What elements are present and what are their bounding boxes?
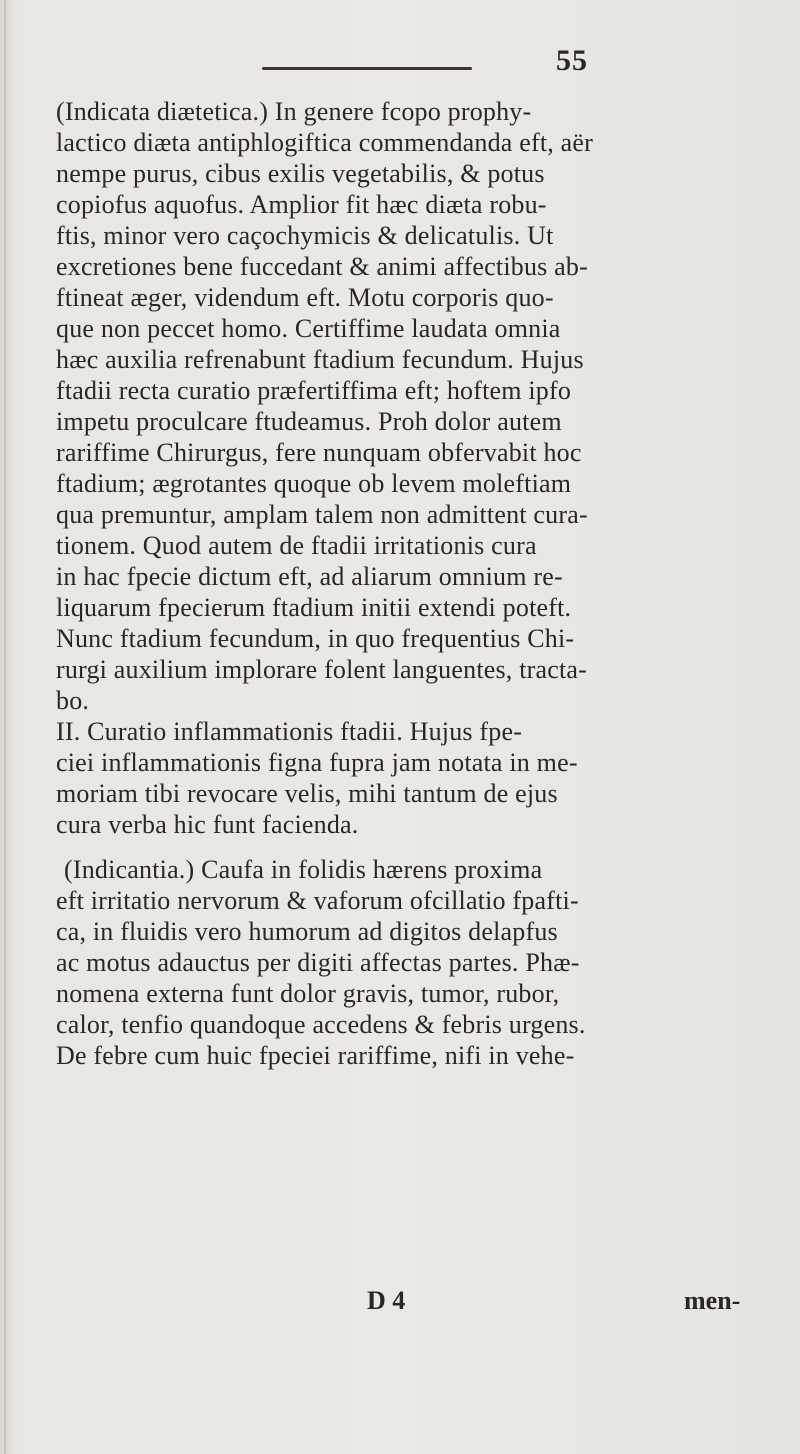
- text-line: moriam tibi revocare velis, mihi tantum de ejus: [56, 779, 558, 808]
- text-line: excretiones bene fuccedant & animi affectibus ab-: [56, 252, 588, 281]
- text-line: ac motus adauctus per digiti affectas partes. Phæ-: [56, 948, 580, 977]
- text-line: ftis, minor vero caçochymicis & delicatulis. Ut: [56, 221, 554, 250]
- paragraph-gap: [56, 840, 786, 854]
- body-text: [56, 96, 786, 1071]
- text-line: ftineat æger, videndum eft. Motu corporis quo-: [56, 283, 554, 312]
- text-line: ftadium; ægrotantes quoque ob levem moleftiam: [56, 469, 572, 498]
- text-line: in hac fpecie dictum eft, ad aliarum omnium re-: [56, 562, 563, 591]
- text-line: nempe purus, cibus exilis vegetabilis, & potus: [56, 159, 545, 188]
- text-line: (Indicata diætetica.) In genere fcopo prophy-: [56, 97, 532, 126]
- text-line: nomena externa funt dolor gravis, tumor, rubor,: [56, 979, 560, 1008]
- text-line: Nunc ftadium fecundum, in quo frequentius Chi-: [56, 624, 575, 653]
- section-heading-line: II. Curatio inflammationis ftadii. Hujus fpe-: [56, 717, 523, 746]
- text-line: ciei inflammationis figna fupra jam notata in me-: [56, 748, 578, 777]
- text-line: impetu proculcare ftudeamus. Proh dolor autem: [56, 407, 562, 436]
- text-line: tionem. Quod autem de ftadii irritationis cura: [56, 531, 537, 560]
- text-line: bo.: [56, 686, 90, 715]
- text-line: calor, tenfio quandoque accedens & febris urgens.: [56, 1010, 586, 1039]
- text-line: ca, in fluidis vero humorum ad digitos delapfus: [56, 917, 558, 946]
- binding-gutter: [4, 0, 6, 1454]
- catchword: men-: [684, 1286, 741, 1315]
- text-line: (Indicantia.) Caufa in folidis hærens proxima: [64, 855, 543, 884]
- text-line: copiofus aquofus. Amplior fit hæc diæta robu-: [56, 190, 547, 219]
- text-line: rurgi auxilium implorare folent languentes, tracta-: [56, 655, 587, 684]
- text-line: De febre cum huic fpeciei rariffime, nifi in vehe-: [56, 1041, 575, 1070]
- text-line: hæc auxilia refrenabunt ftadium fecundum. Hujus: [56, 345, 584, 374]
- signature-mark: D 4: [367, 1286, 406, 1315]
- header-rule: [262, 67, 472, 70]
- text-line: rariffime Chirurgus, fere nunquam obfervabit hoc: [56, 438, 582, 467]
- page-footer: [0, 1286, 800, 1326]
- text-line: que non peccet homo. Certiffime laudata omnia: [56, 314, 561, 343]
- text-line: lactico diæta antiphlogiftica commendanda eft, aër: [56, 128, 594, 157]
- text-line: qua premuntur, amplam talem non admittent cura-: [56, 500, 588, 529]
- text-line: cura verba hic funt facienda.: [56, 810, 359, 839]
- text-line: liquarum fpecierum ftadium initii extendi poteft.: [56, 593, 572, 622]
- page-number: 55: [556, 44, 588, 77]
- text-line: ftadii recta curatio præfertiffima eft; hoftem ipfo: [56, 376, 572, 405]
- text-line: eft irritatio nervorum & vaforum ofcillatio fpafti-: [56, 886, 579, 915]
